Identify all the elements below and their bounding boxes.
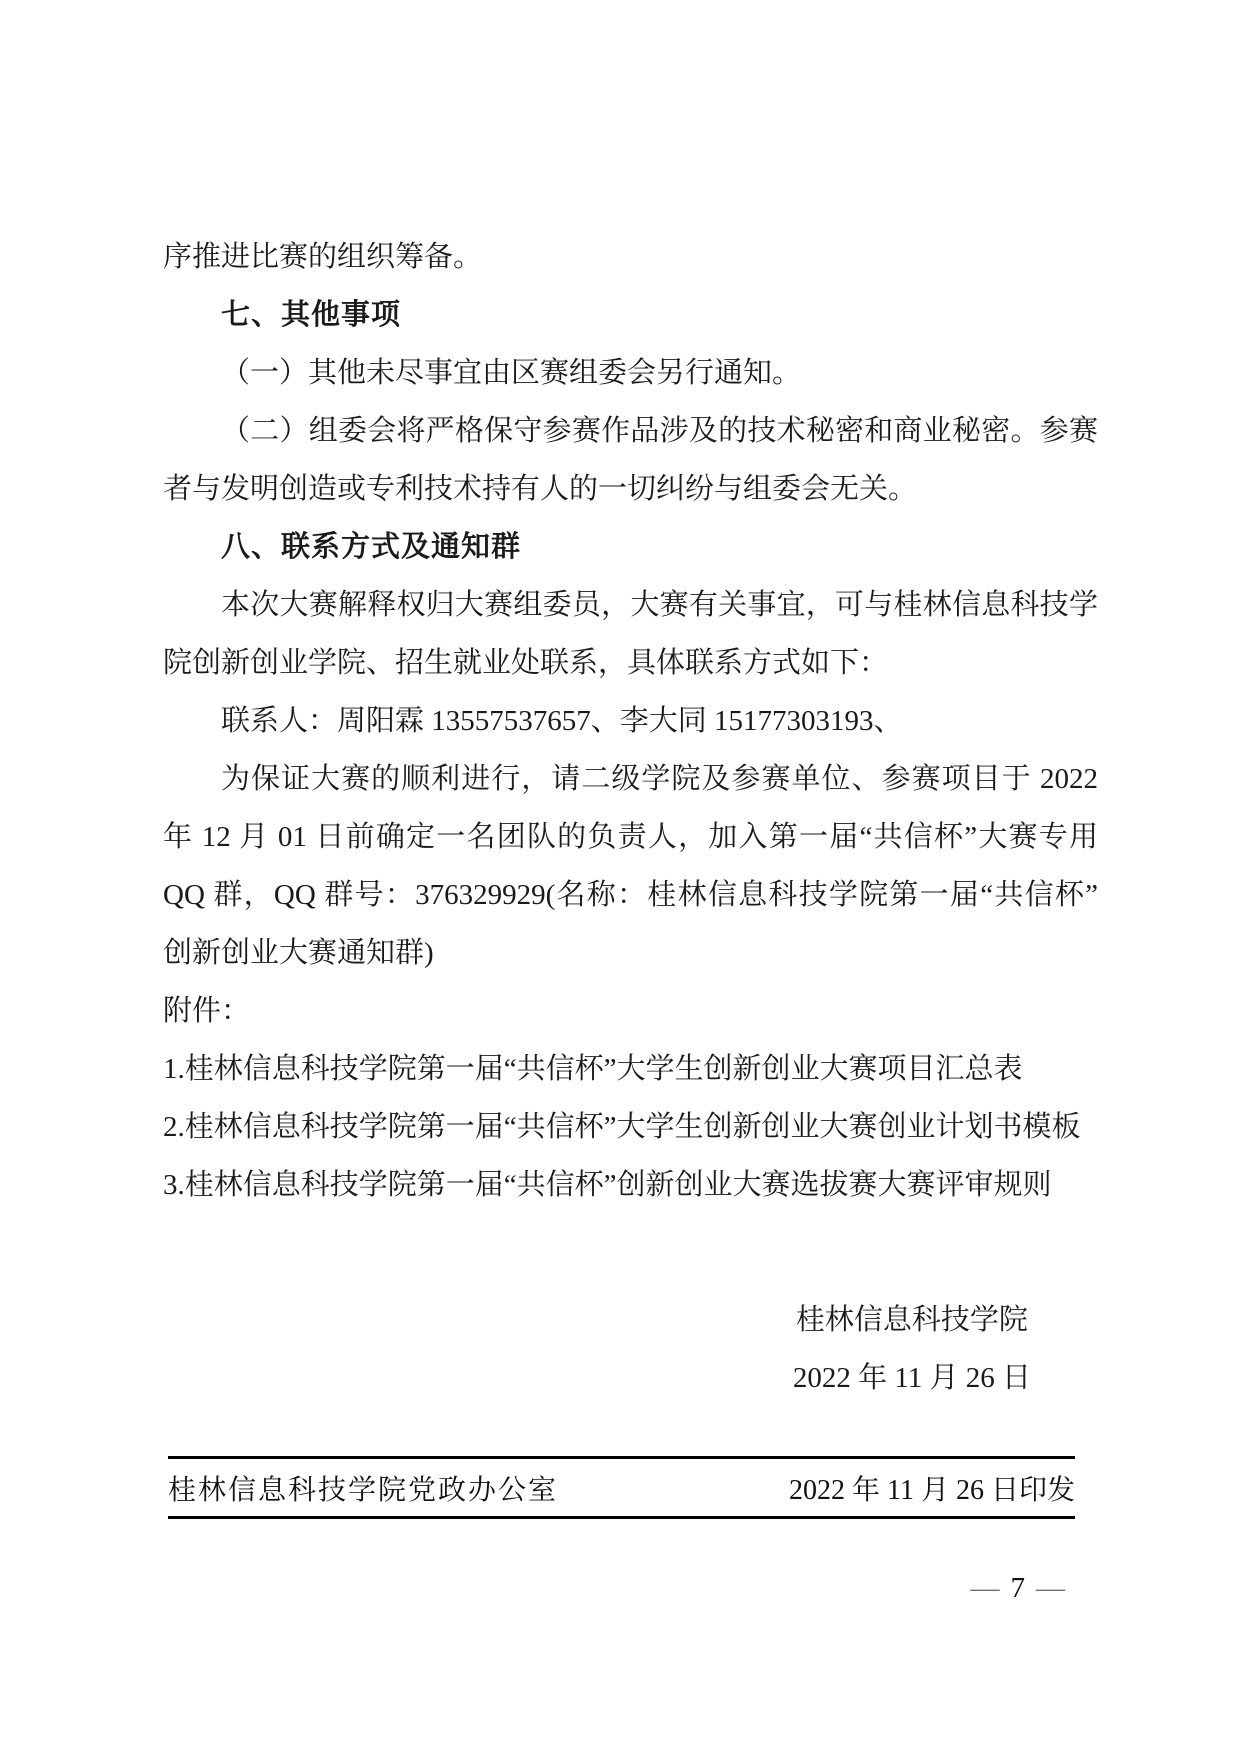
signature-block [793, 1291, 1031, 1407]
body-line: 本次大赛解释权归大赛组委员，大赛有关事宜，可与桂林信息科技学 [221, 589, 1098, 621]
attachment-item-1: 1.桂林信息科技学院第一届“共信杯”大学生创新创业大赛项目汇总表 [163, 1053, 1023, 1085]
contact-line: 联系人：周阳霖 13557537657、李大同 15177303193、 [221, 705, 903, 737]
attachments-label: 附件： [163, 995, 251, 1027]
page-number-dash-right: — [1036, 1571, 1065, 1604]
footer-issuer: 桂林信息科技学院党政办公室 [168, 1474, 559, 1506]
page-number [971, 1570, 1066, 1606]
document-footer [168, 1456, 1075, 1519]
footer-print-date: 2022 年 11 月 26 日印发 [789, 1474, 1075, 1506]
body-line: （二）组委会将严格保守参赛作品涉及的技术秘密和商业秘密。参赛 [221, 415, 1098, 447]
document-body [163, 228, 1098, 1214]
body-line: 序推进比赛的组织筹备。 [163, 241, 483, 273]
signature-organization: 桂林信息科技学院 [795, 1304, 1028, 1336]
page-number-dash-left: — [970, 1571, 1000, 1604]
section-heading-7: 七、其他事项 [221, 299, 402, 331]
body-line: 年 12 月 01 日前确定一名团队的负责人，加入第一届“共信杯”大赛专用 [163, 821, 1098, 853]
qq-group-line: QQ 群，QQ 群号：376329929(名称：桂林信息科技学院第一届“共信杯” [163, 879, 1098, 911]
body-line: 者与发明创造或专利技术持有人的一切纠纷与组委会无关。 [163, 473, 918, 505]
body-line: 院创新创业学院、招生就业处联系，具体联系方式如下： [163, 647, 889, 679]
signature-date: 2022 年 11 月 26 日 [792, 1362, 1031, 1394]
section-heading-8: 八、联系方式及通知群 [221, 531, 522, 563]
footer-bottom-rule [168, 1516, 1075, 1519]
body-line: 为保证大赛的顺利进行，请二级学院及参赛单位、参赛项目于 2022 [221, 763, 1098, 795]
footer-row [168, 1459, 1075, 1516]
body-line: 创新创业大赛通知群) [163, 937, 434, 969]
attachment-item-3: 3.桂林信息科技学院第一届“共信杯”创新创业大赛选拔赛大赛评审规则 [163, 1169, 1052, 1201]
page-number-value: 7 [1010, 1571, 1025, 1604]
body-line: （一）其他未尽事宜由区赛组委会另行通知。 [221, 357, 802, 389]
attachment-item-2: 2.桂林信息科技学院第一届“共信杯”大学生创新创业大赛创业计划书模板 [163, 1111, 1081, 1143]
